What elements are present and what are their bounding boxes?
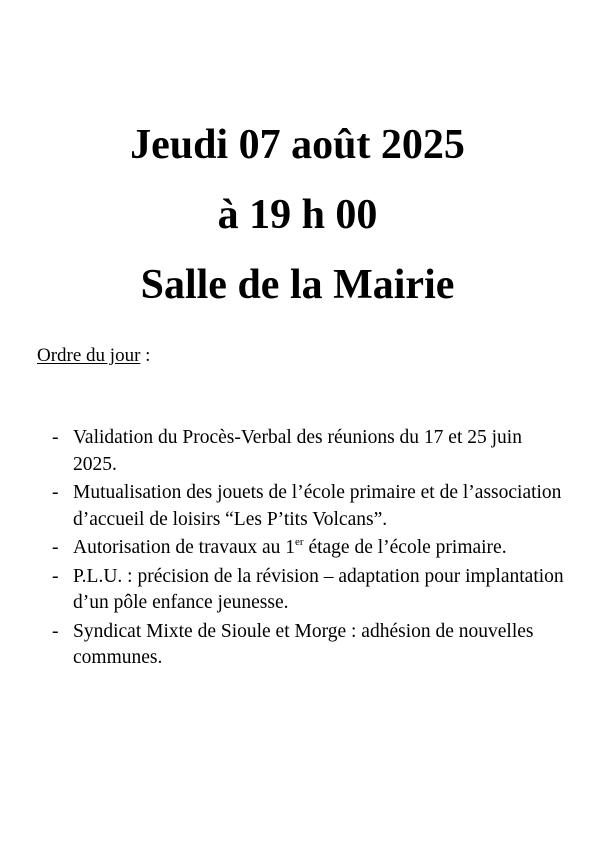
- list-bullet: -: [52, 482, 59, 503]
- agenda-item-text: Validation du Procès-Verbal des réunions du 17 et 25 juin 2025.: [73, 427, 522, 475]
- meeting-header: [0, 110, 595, 320]
- agenda-item-superscript: er: [295, 536, 304, 548]
- agenda-item: [52, 535, 567, 562]
- agenda-item-text-before: Autorisation de travaux au 1: [73, 537, 296, 558]
- agenda-item-text-after: étage de l’école primaire.: [303, 537, 507, 558]
- meeting-place: Salle de la Mairie: [140, 262, 455, 308]
- agenda-heading: [37, 343, 150, 369]
- agenda-item: [52, 564, 567, 617]
- agenda-item: [52, 619, 567, 672]
- agenda-list: [52, 425, 567, 674]
- meeting-date: Jeudi 07 août 2025: [130, 122, 465, 168]
- list-bullet: -: [52, 427, 59, 448]
- agenda-item-text: P.L.U. : précision de la révision – adaptation pour implantation d’un pôle enfance jeunesse.: [73, 565, 564, 613]
- list-bullet: -: [52, 537, 59, 558]
- agenda-item: [52, 480, 567, 533]
- agenda-item: [52, 425, 567, 478]
- agenda-item-text: Mutualisation des jouets de l’école primaire et de l’association d’accueil de loisirs “Les P’tits Volcans”.: [73, 482, 562, 530]
- list-bullet: -: [52, 565, 59, 587]
- meeting-time: à 19 h 00: [217, 192, 378, 238]
- list-bullet: -: [52, 620, 59, 642]
- agenda-heading-label: Ordre du jour: [37, 345, 141, 366]
- agenda-item-text: Syndicat Mixte de Sioule et Morge : adhésion de nouvelles communes.: [73, 620, 534, 668]
- agenda-heading-colon: :: [140, 345, 151, 366]
